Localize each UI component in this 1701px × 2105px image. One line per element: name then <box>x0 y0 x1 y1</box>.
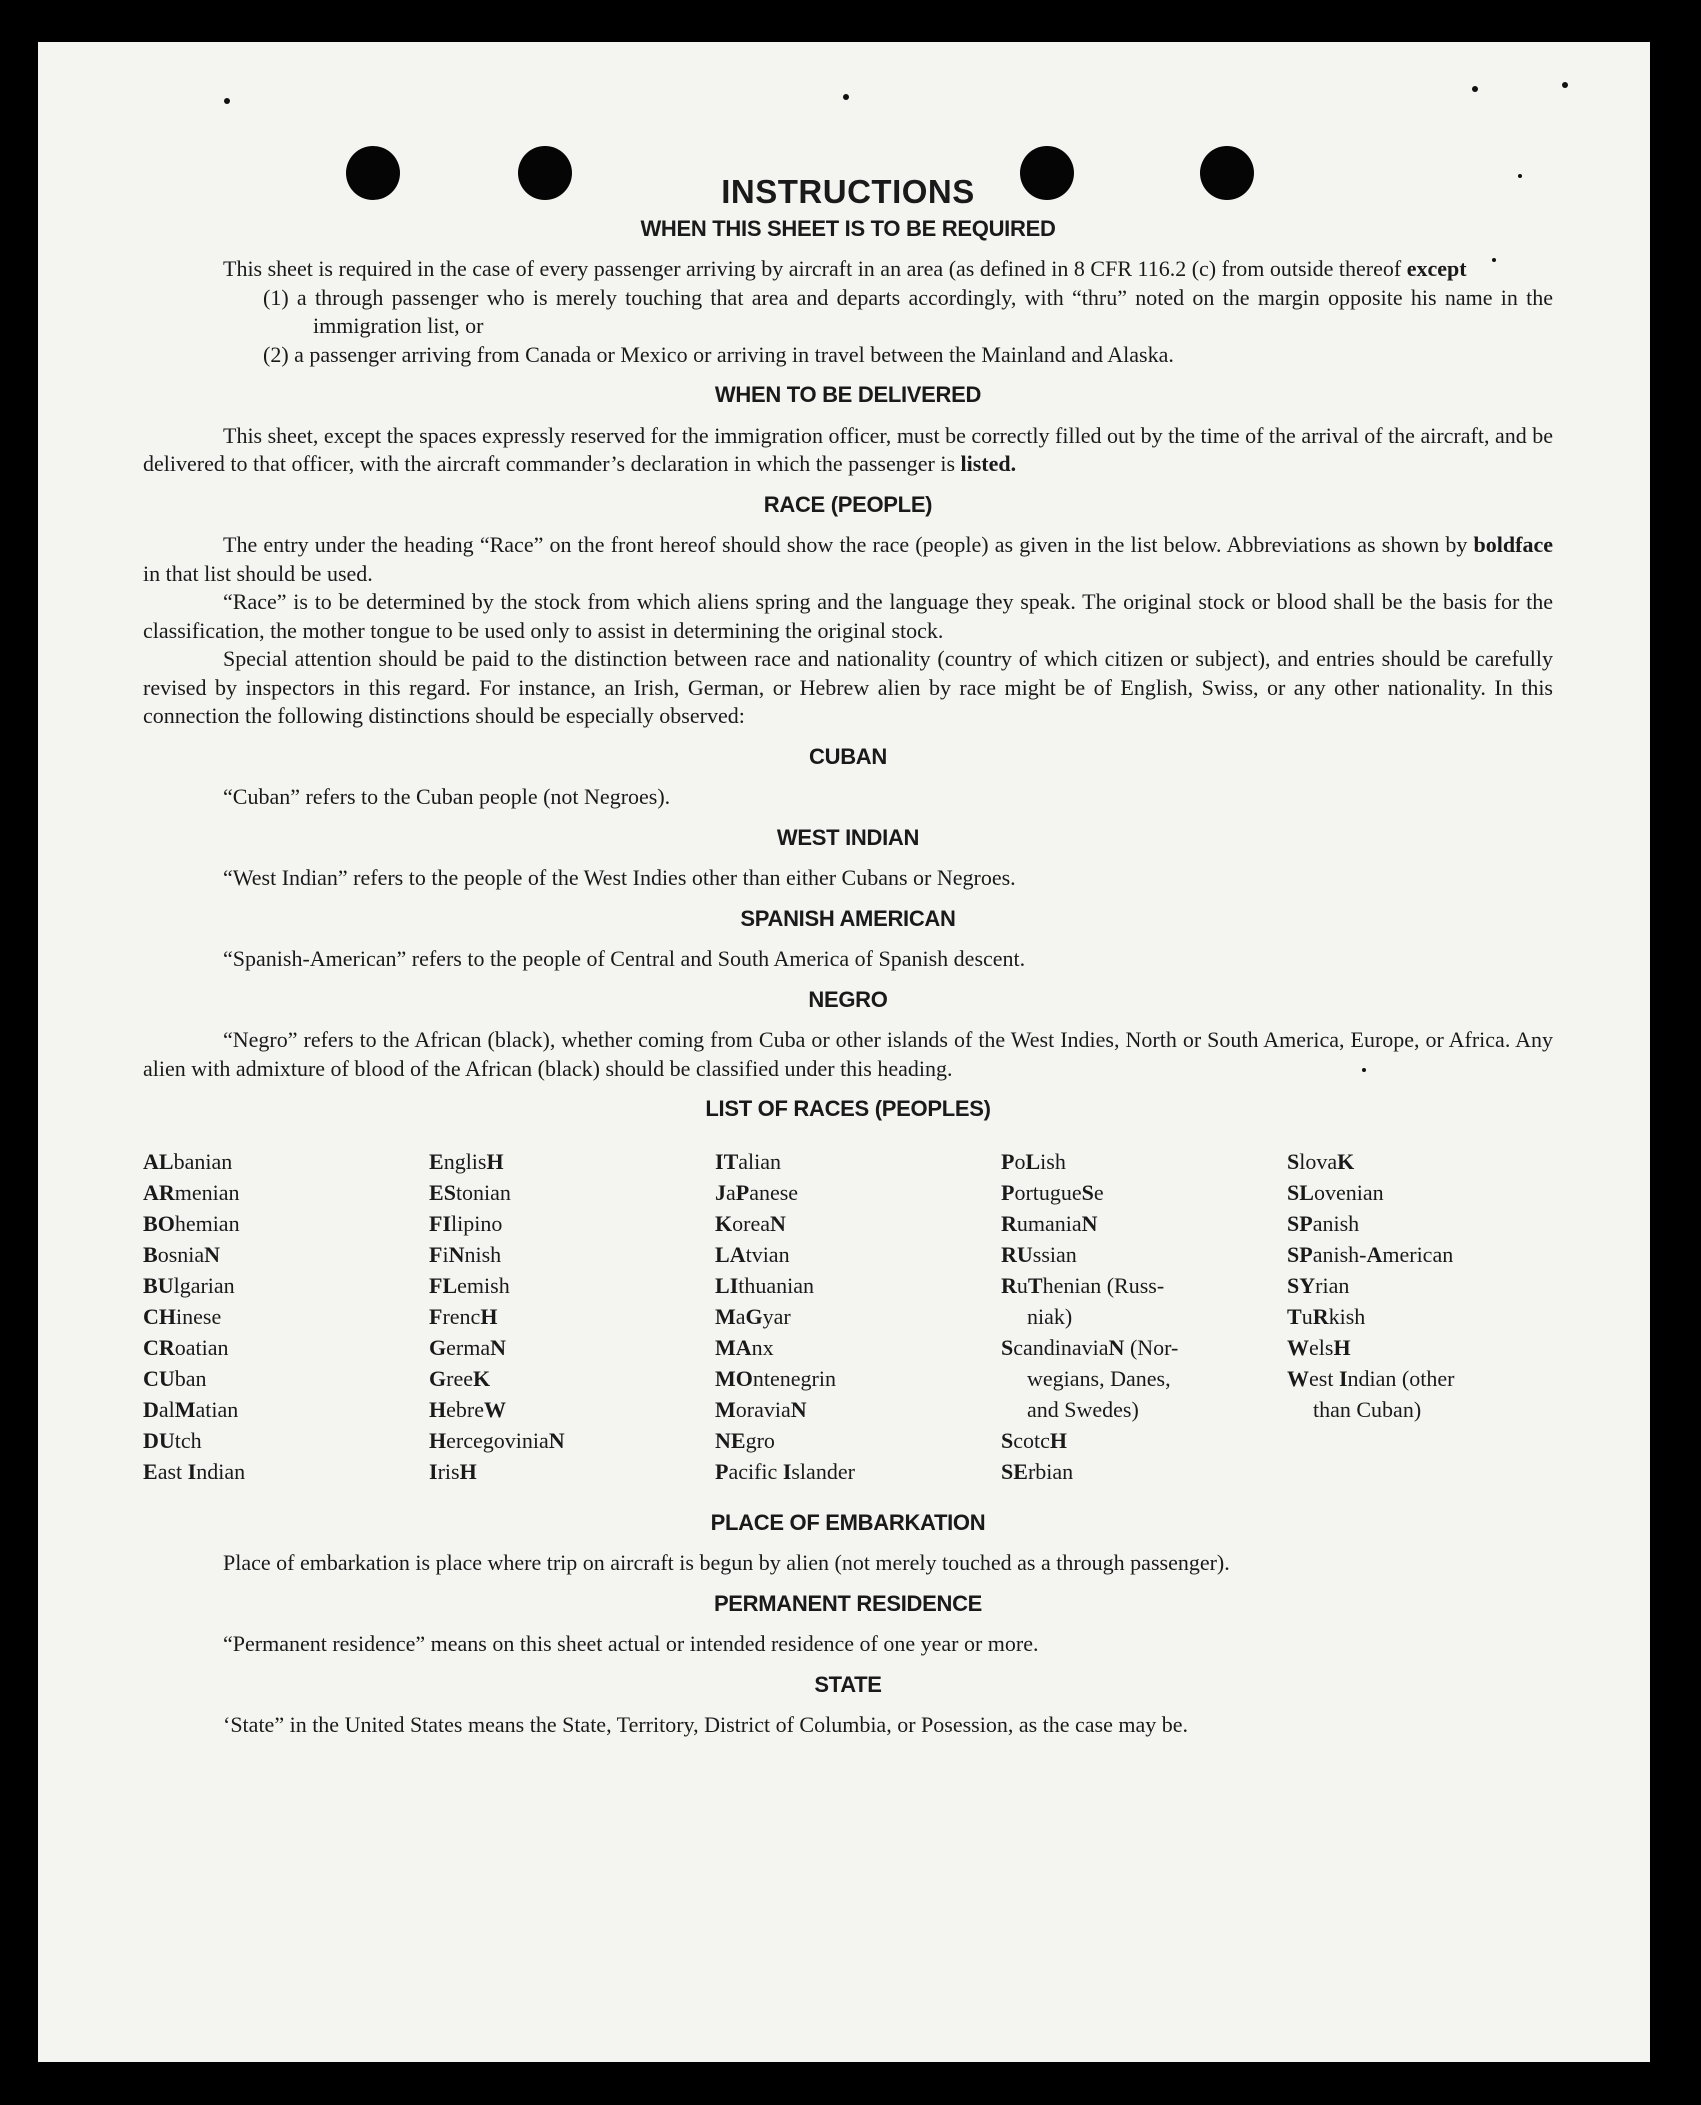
race-list-item: ARmenian <box>143 1179 240 1205</box>
race-list-item: ALbanian <box>143 1148 233 1174</box>
races-column-5 <box>1287 1146 1557 1487</box>
race-list-item: LIthuanian <box>715 1272 815 1298</box>
race-list-item: EStonian <box>429 1179 511 1205</box>
embarkation-text: Place of embarkation is place where trip on aircraft is begun by alien (not merely touched as a through passenger). <box>223 1550 1230 1575</box>
race-list-item: than Cuban) <box>1313 1396 1422 1422</box>
race-list-item: FIlipino <box>429 1210 503 1236</box>
race-list-item: niak) <box>1027 1303 1073 1329</box>
race-list-item: Pacific Islander <box>715 1458 855 1484</box>
race-list-item: PoLish <box>1001 1148 1066 1174</box>
race-list-item: GreeK <box>429 1365 491 1391</box>
race-list-item: BosniaN <box>143 1241 221 1267</box>
race-list-item: BUlgarian <box>143 1272 235 1298</box>
race-list-item: FrencH <box>429 1303 498 1329</box>
speck <box>843 94 849 100</box>
race-list-item: EnglisH <box>429 1148 504 1174</box>
heading-race: RACE (PEOPLE) <box>763 491 933 517</box>
heading-cuban: CUBAN <box>809 743 887 769</box>
race-list-item: BOhemian <box>143 1210 240 1236</box>
race-list-item: FiNnish <box>429 1241 502 1267</box>
required-intro: This sheet is required in the case of every passenger arriving by aircraft in an area (as defined in 8 CFR 116.2 (c) from outside thereof except <box>223 256 1467 281</box>
delivered-text: This sheet, except the spaces expressly reserved for the immigration officer, must be correctly filled out by the time of the arrival of the aircraft, and be delivered to that officer, with the aircraft commander’s declaration in which the passenger is listed. <box>143 422 1553 476</box>
race-list-item: JaPanese <box>715 1179 799 1205</box>
race-list-item: SPanish <box>1287 1210 1360 1236</box>
race-list-item: CUban <box>143 1365 207 1391</box>
heading-state: STATE <box>814 1671 882 1697</box>
heading-spanish-american: SPANISH AMERICAN <box>740 905 956 931</box>
instructions-body <box>143 173 1553 1740</box>
west-indian-text: “West Indian” refers to the people of the West Indies other than either Cubans or Negroes. <box>223 865 1016 890</box>
race-list-item: ITalian <box>715 1148 782 1174</box>
heading-delivered: WHEN TO BE DELIVERED <box>714 382 982 407</box>
race-list-item: and Swedes) <box>1027 1396 1139 1422</box>
race-list-item: MaGyar <box>715 1303 791 1329</box>
heading-negro: NEGRO <box>808 986 888 1012</box>
race-list-item: CHinese <box>143 1303 222 1329</box>
race-list-item: NEgro <box>715 1427 775 1453</box>
cuban-text: “Cuban” refers to the Cuban people (not Negroes). <box>223 784 671 809</box>
races-list <box>143 1146 1553 1487</box>
race-list-item: FLemish <box>429 1272 510 1298</box>
heading-west-indian: WEST INDIAN <box>776 824 920 850</box>
spanish-american-text: “Spanish-American” refers to the people of Central and South America of Spanish descent. <box>223 946 1026 971</box>
race-paragraph-2: “Race” is to be determined by the stock from which aliens spring and the language they speak. The original stock or blood shall be the basis for the classification, the mother tongue to be used only to assist in determining the original stock. <box>143 589 1553 643</box>
race-list-item: WelsH <box>1287 1334 1351 1360</box>
race-list-item: MAnx <box>715 1334 774 1360</box>
race-list-item: ScotcH <box>1001 1427 1068 1453</box>
race-list-item: CRoatian <box>143 1334 229 1360</box>
race-list-item: HercegoviniaN <box>429 1427 565 1453</box>
races-column-4 <box>1001 1146 1287 1487</box>
race-list-item: LAtvian <box>715 1241 790 1267</box>
race-list-item: SPanish-American <box>1287 1241 1454 1267</box>
race-list-item: RuThenian (Russ- <box>1001 1272 1165 1298</box>
race-list-item: IrisH <box>429 1458 477 1484</box>
races-column-1 <box>143 1146 429 1487</box>
race-list-item: KoreaN <box>715 1210 786 1236</box>
race-list-item: TuRkish <box>1287 1303 1366 1329</box>
speck <box>1472 86 1478 92</box>
race-list-item: HebreW <box>429 1396 506 1422</box>
races-column-2 <box>429 1146 715 1487</box>
state-text: ‘State” in the United States means the State, Territory, District of Columbia, or Posession, as the case may be. <box>223 1712 1189 1737</box>
race-paragraph-3: Special attention should be paid to the distinction between race and nationality (country of which citizen or subject), and entries should be carefully revised by inspectors in this regard. For instance, an Irish, German, or Hebrew alien by race might be of English, Swiss, or any other nationality. In this connection the following distinctions should be especially observed: <box>143 646 1553 728</box>
race-paragraph-1: The entry under the heading “Race” on the front hereof should show the race (people) as given in the list below. Abbreviations as shown by boldface in that list should be used. <box>143 532 1553 586</box>
heading-list-of-races: LIST OF RACES (PEOPLES) <box>705 1096 991 1121</box>
residence-text: “Permanent residence” means on this sheet actual or intended residence of one year or more. <box>223 1631 1039 1656</box>
required-item-2: (2) a passenger arriving from Canada or Mexico or arriving in travel between the Mainland and Alaska. <box>263 341 1174 367</box>
race-list-item: West Indian (other <box>1287 1365 1455 1391</box>
race-list-item: MOntenegrin <box>715 1365 836 1391</box>
speck <box>224 98 230 104</box>
page-title: INSTRUCTIONS <box>721 173 975 210</box>
negro-text: “Negro” refers to the African (black), whether coming from Cuba or other islands of the West Indies, North or South America, Europe, or Africa. Any alien with admixture of blood of the African (black) should be classified under this heading. <box>143 1027 1553 1081</box>
races-column-3 <box>715 1146 1001 1487</box>
race-list-item: East Indian <box>143 1458 246 1484</box>
race-list-item: DUtch <box>143 1427 202 1453</box>
race-list-item: DalMatian <box>143 1396 239 1422</box>
heading-permanent-residence: PERMANENT RESIDENCE <box>713 1590 983 1616</box>
heading-embarkation: PLACE OF EMBARKATION <box>710 1509 986 1535</box>
race-list-item: SLovenian <box>1287 1179 1384 1205</box>
heading-required: WHEN THIS SHEET IS TO BE REQUIRED <box>640 215 1056 241</box>
race-list-item: SYrian <box>1287 1272 1350 1298</box>
race-list-item: SlovaK <box>1287 1148 1355 1174</box>
race-list-item: MoraviaN <box>715 1396 807 1422</box>
race-list-item: SErbian <box>1001 1458 1074 1484</box>
race-list-item: ScandinaviaN (Nor- <box>1001 1334 1179 1360</box>
speck <box>1562 82 1568 88</box>
race-list-item: PortugueSe <box>1001 1179 1104 1205</box>
required-item-1: (1) a through passenger who is merely touching that area and departs accordingly, with “thru” noted on the margin opposite his name in the immigration list, or <box>263 284 1553 338</box>
race-list-item: RUssian <box>1001 1241 1077 1267</box>
race-list-item: wegians, Danes, <box>1027 1365 1171 1391</box>
race-list-item: RumaniaN <box>1001 1210 1098 1236</box>
race-list-item: GermaN <box>429 1334 506 1360</box>
